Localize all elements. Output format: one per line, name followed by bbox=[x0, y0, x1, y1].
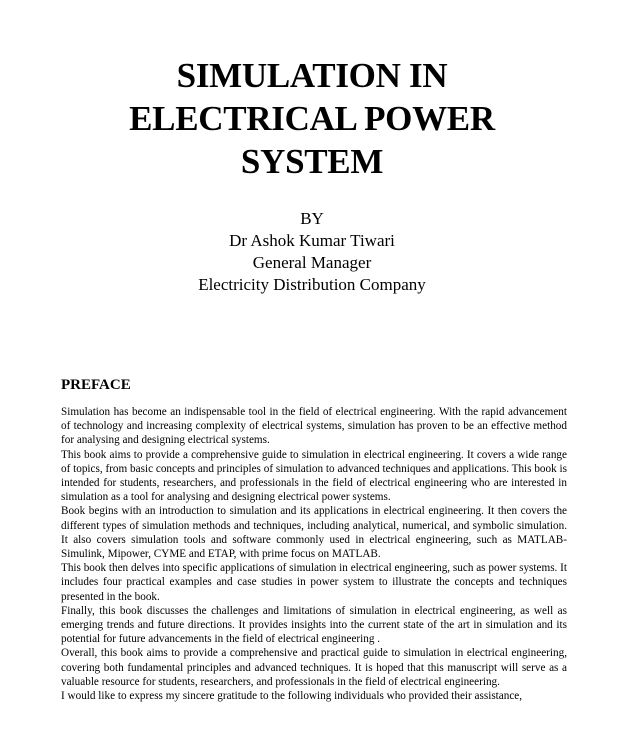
by-label: BY bbox=[300, 209, 324, 228]
preface-paragraph: I would like to express my sincere gratitude to the following individuals who provided their assistance, bbox=[61, 690, 523, 703]
preface-paragraph: This book aims to provide a comprehensive guide to simulation in electrical engineering. It covers a wide range of topics, from basic concepts and principles of simulation to advanced techniques and applications. This book is intended for students, researchers, and professionals in the field of electrical engineering who are interested in simulation as a tool for analysing and designing electrical power systems. bbox=[61, 448, 567, 504]
book-title bbox=[0, 54, 624, 183]
author-block bbox=[0, 208, 624, 296]
preface-heading: PREFACE bbox=[61, 377, 131, 393]
author-position: General Manager bbox=[252, 253, 372, 272]
preface-body bbox=[61, 405, 567, 703]
preface-paragraph: Book begins with an introduction to simulation and its applications in electrical engineering. It then covers the different types of simulation methods and techniques, including analytical, numerical, and symbolic simulation. It also covers simulation tools and software commonly used in electrical engineering, such as MATLAB-Simulink, Mipower, CYME and ETAP, with prime focus on MATLAB. bbox=[61, 505, 567, 561]
book-title-line-3: SYSTEM bbox=[240, 142, 384, 181]
preface-paragraph: Finally, this book discusses the challenges and limitations of simulation in electrical engineering, as well as emerging trends and future directions. It provides insights into the current state of the art in simulation and its potential for future advancements in the field of electrical engineering . bbox=[61, 604, 567, 646]
preface-paragraph: Simulation has become an indispensable tool in the field of electrical engineering. With the rapid advancement of technology and increasing complexity of electrical systems, simulation has proven to be an effective method for analysing and designing electrical systems. bbox=[61, 406, 567, 447]
preface-paragraph: This book then delves into specific applications of simulation in electrical engineering, such as power systems. It includes four practical examples and case studies in power system to illustrate the concepts and techniques presented in the book. bbox=[61, 562, 567, 603]
book-title-line-1: SIMULATION IN bbox=[176, 56, 448, 95]
preface-paragraph: Overall, this book aims to provide a comprehensive and practical guide to simulation in electrical engineering, covering both fundamental principles and advanced techniques. It is hoped that this manuscript will serve as a valuable resource for students, researchers, and professionals in the field of electrical engineering. bbox=[61, 647, 567, 688]
book-title-line-2: ELECTRICAL POWER bbox=[129, 99, 495, 138]
author-name: Dr Ashok Kumar Tiwari bbox=[229, 231, 395, 250]
author-organization: Electricity Distribution Company bbox=[198, 275, 426, 294]
